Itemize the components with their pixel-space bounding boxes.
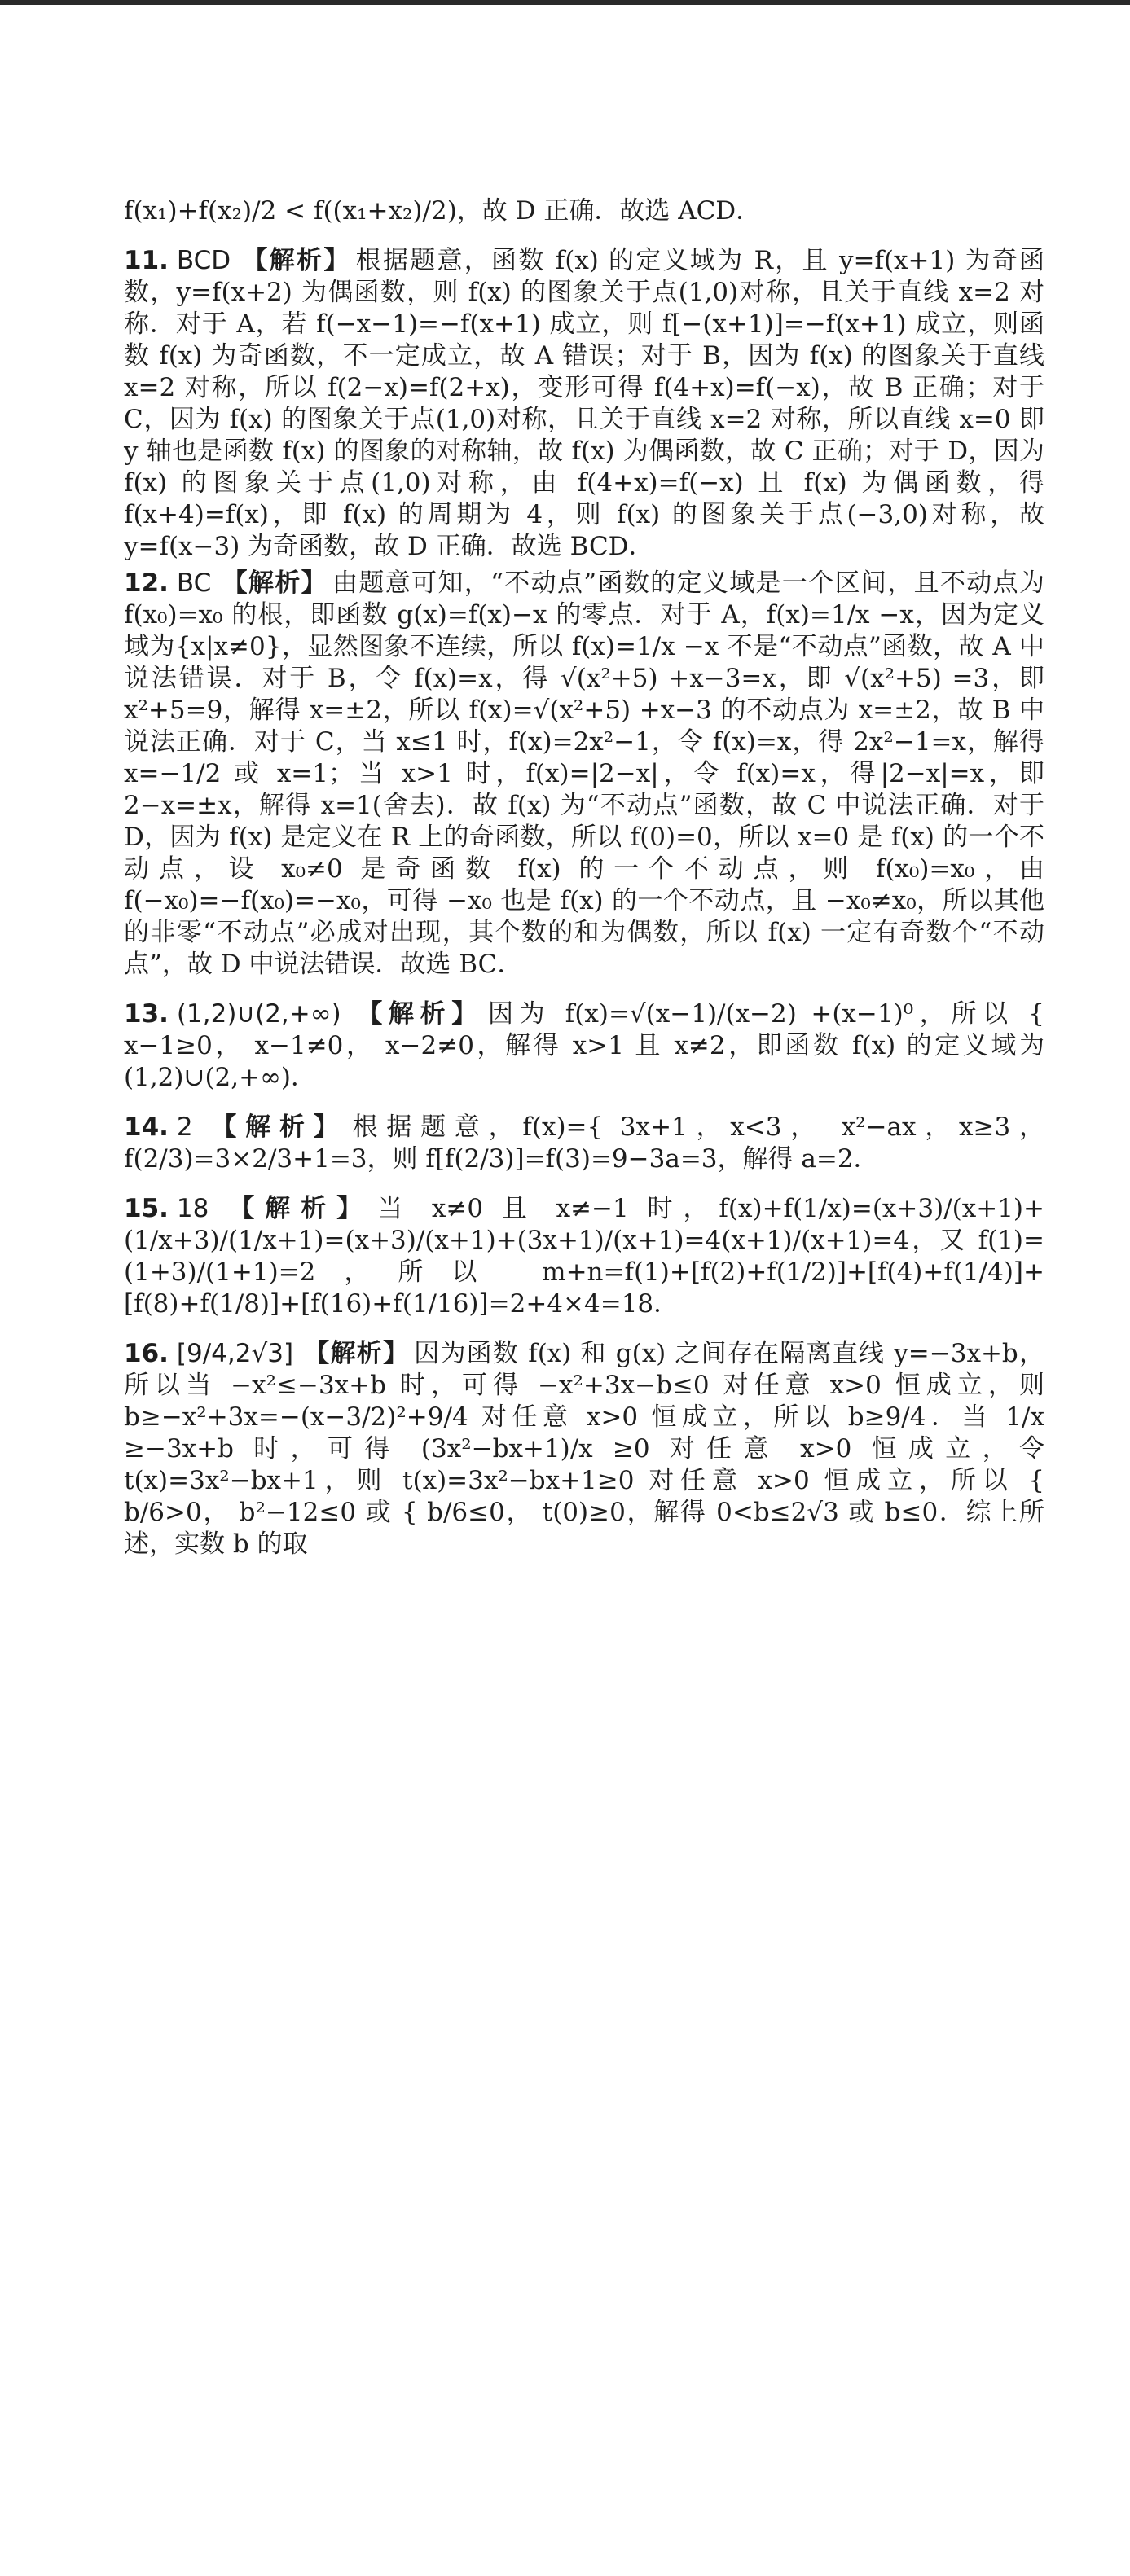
solution-paragraph <box>124 1112 1044 1175</box>
item-text: 根据题意，f(x)={ 3x+1，x<3， x²−ax，x≥3，f(2/3)=3×2/3+1=3，则 f[f(2/3)]=f(3)=9−3a=3，解得 a=2． <box>124 1112 1045 1174</box>
item-answer: (1,2)∪(2,+∞) <box>176 999 341 1029</box>
item-answer: 2 <box>176 1112 193 1142</box>
intro-line <box>124 195 1044 227</box>
spacer <box>124 1175 1044 1193</box>
item-answer: BC <box>176 568 212 598</box>
spacer <box>124 1320 1044 1338</box>
solution-paragraph <box>124 1338 1044 1560</box>
item-answer: BCD <box>176 246 231 275</box>
item-text: 因为函数 f(x) 和 g(x) 之间存在隔离直线 y=−3x+b，所以当 −x²≤−3x+b 时，可得 −x²+3x−b≤0 对任意 x>0 恒成立，则 b≥−x²+3x=−(x−3/2)²+9/4 对任意 x>0 恒成立，所以 b≥9/4．当 1/x ≥−3x+b 时，可得 (3x²−bx+1)/x ≥0 对任意 x>0 恒成立，令 t(x)=3x²−bx+1，则 t(x)=3x²−bx+1≥0 对任意 x>0 恒成立，所以 { b/6>0， b²−12≤0 或 { b/6≤0， t(0)≥0，解得 0<b≤2√3 或 b≤0．综上所述，实数 b 的取 <box>124 1339 1045 1559</box>
item-answer: [9/4,2√3] <box>176 1339 294 1368</box>
solution-item-15 <box>124 1193 1044 1320</box>
analysis-tag: 【解析】 <box>303 1339 410 1368</box>
solution-item-11 <box>124 245 1044 563</box>
solution-item-14 <box>124 1112 1044 1175</box>
solutions-page <box>124 195 1044 1560</box>
analysis-tag: 【解析】 <box>240 246 351 275</box>
solution-paragraph <box>124 568 1044 981</box>
item-text: 因为 f(x)=√(x−1)/(x−2) +(x−1)⁰，所以 { x−1≥0， x−1≠0， x−2≠0，解得 x>1 且 x≠2，即函数 f(x) 的定义域为(1,2)∪(2,+∞)． <box>124 999 1044 1092</box>
solution-item-13 <box>124 998 1044 1094</box>
spacer <box>124 1094 1044 1112</box>
item-number: 16. <box>124 1339 169 1368</box>
analysis-tag: 【解析】 <box>218 1194 373 1223</box>
item-number: 13. <box>124 999 169 1029</box>
solution-item-12 <box>124 568 1044 981</box>
spacer <box>124 981 1044 998</box>
analysis-tag: 【解析】 <box>202 1112 348 1142</box>
item-text: 由题意可知，“不动点”函数的定义域是一个区间，且不动点为 f(x₀)=x₀ 的根，即函数 g(x)=f(x)−x 的零点．对于 A，f(x)=1/x −x，因为定义域为{x|x≠0}，显然图象不连续，所以 f(x)=1/x −x 不是“不动点”函数，故 A 中说法错误．对于 B，令 f(x)=x，得 √(x²+5) +x−3=x，即 √(x²+5) =3，即 x²+5=9，解得 x=±2，所以 f(x)=√(x²+5) +x−3 的不动点为 x=±2，故 B 中说法正确．对于 C，当 x≤1 时，f(x)=2x²−1，令 f(x)=x，得 2x²−1=x，解得 x=−1/2 或 x=1；当 x>1 时，f(x)=|2−x|，令 f(x)=x，得|2−x|=x，即 2−x=±x，解得 x=1(舍去)．故 f(x) 为“不动点”函数，故 C 中说法正确．对于 D，因为 f(x) 是定义在 R 上的奇函数，所以 f(0)=0，所以 x=0 是 f(x) 的一个不动点，设 x₀≠0 是奇函数 f(x) 的一个不动点，则 f(x₀)=x₀，由 f(−x₀)=−f(x₀)=−x₀，可得 −x₀ 也是 f(x) 的一个不动点，且 −x₀≠x₀，所以其他的非零“不动点”必成对出现，其个数的和为偶数，所以 f(x) 一定有奇数个“不动点”，故 D 中说法错误．故选 BC． <box>124 568 1044 979</box>
item-text: 根据题意，函数 f(x) 的定义域为 R，且 y=f(x+1) 为奇函数，y=f(x+2) 为偶函数，则 f(x) 的图象关于点(1,0)对称，且关于直线 x=2 对称．对于 A，若 f(−x−1)=−f(x+1) 成立，则 f[−(x+1)]=−f(x+1) 成立，则函数 f(x) 为奇函数，不一定成立，故 A 错误；对于 B，因为 f(x) 的图象关于直线 x=2 对称，所以 f(2−x)=f(2+x)，变形可得 f(4+x)=f(−x)，故 B 正确；对于 C，因为 f(x) 的图象关于点(1,0)对称，且关于直线 x=2 对称，所以直线 x=0 即 y 轴也是函数 f(x) 的图象的对称轴，故 f(x) 为偶函数，故 C 正确；对于 D，因为 f(x) 的图象关于点(1,0)对称，由 f(4+x)=f(−x) 且 f(x) 为偶函数，得 f(x+4)=f(x)，即 f(x) 的周期为 4，则 f(x) 的图象关于点(−3,0)对称，故 y=f(x−3) 为奇函数，故 D 正确．故选 BCD． <box>124 246 1044 561</box>
spacer <box>124 227 1044 245</box>
item-answer: 18 <box>176 1194 209 1223</box>
item-number: 12. <box>124 568 169 598</box>
solution-paragraph <box>124 245 1044 563</box>
solution-paragraph <box>124 998 1044 1094</box>
analysis-tag: 【解析】 <box>221 568 328 598</box>
intro-text: f(x₁)+f(x₂)/2 < f((x₁+x₂)/2)，故 D 正确．故选 ACD． <box>124 196 762 226</box>
solution-item-16 <box>124 1338 1044 1560</box>
top-border-line <box>0 0 1130 5</box>
item-number: 14. <box>124 1112 169 1142</box>
item-number: 11. <box>124 246 169 275</box>
item-number: 15. <box>124 1194 169 1223</box>
item-text: 当 x≠0 且 x≠−1 时，f(x)+f(1/x)=(x+3)/(x+1)+(1/x+3)/(1/x+1)=(x+3)/(x+1)+(3x+1)/(x+1)=4(x+1)/(x+1)=4，又 f(1)=(1+3)/(1+1)=2，所以 m+n=f(1)+[f(2)+f(1/2)]+[f(4)+f(1/4)]+[f(8)+f(1/8)]+[f(16)+f(1/16)]=2+4×4=18． <box>124 1194 1044 1319</box>
solution-paragraph <box>124 1193 1044 1320</box>
analysis-tag: 【解析】 <box>350 999 483 1029</box>
